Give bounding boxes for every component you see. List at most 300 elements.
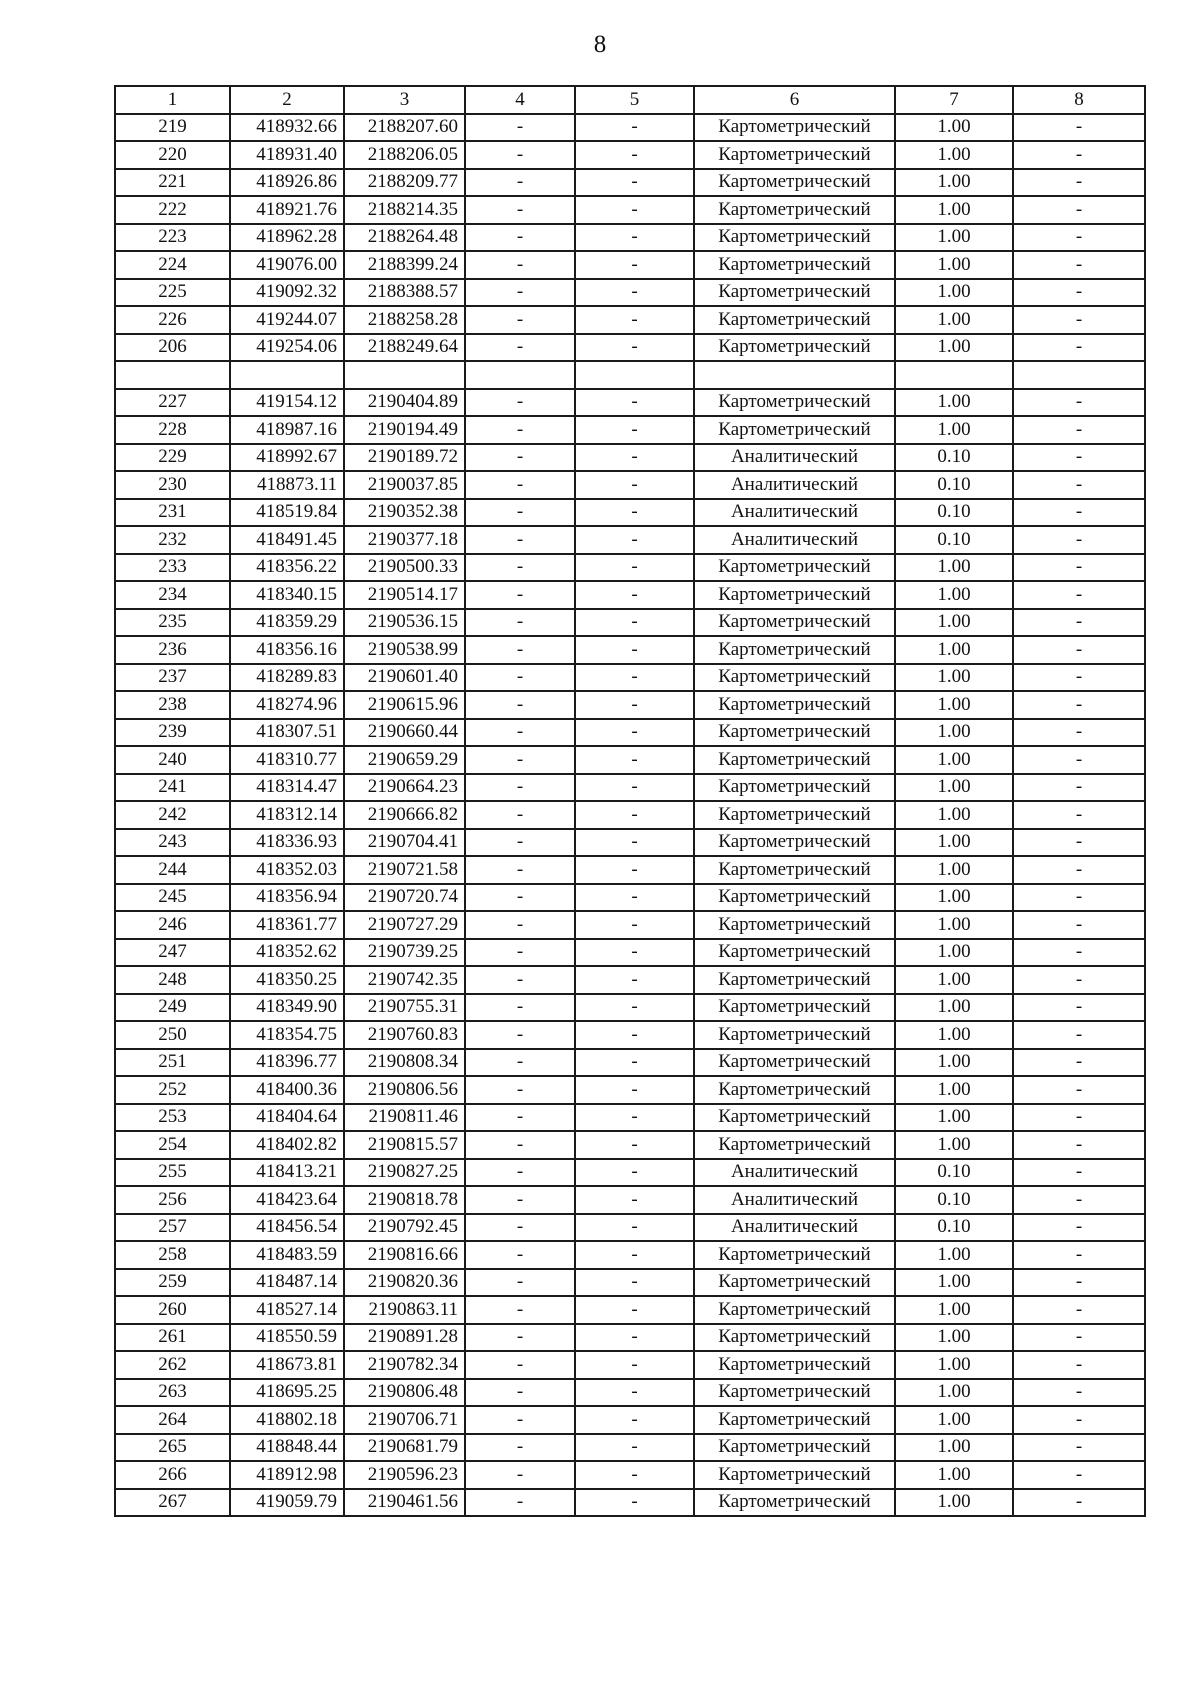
table-cell-col-1: 266 [115, 1461, 230, 1489]
table-cell-col-2: 418931.40 [230, 141, 344, 169]
table-cell-col-4: - [465, 306, 575, 334]
table-cell-col-8: - [1013, 334, 1145, 362]
table-cell-col-5: - [575, 1406, 694, 1434]
table-cell-col-7: 1.00 [895, 691, 1013, 719]
table-cell-col-6: Картометрический [694, 279, 895, 307]
table-row [115, 1351, 1145, 1379]
table-cell-col-4: - [465, 334, 575, 362]
table-cell-col-5: - [575, 1434, 694, 1462]
table-row [115, 554, 1145, 582]
table-cell-col-7: 1.00 [895, 306, 1013, 334]
table-cell-col-1: 246 [115, 911, 230, 939]
table-cell-col-4: - [465, 664, 575, 692]
table-cell-col-6: Картометрический [694, 1021, 895, 1049]
table-cell-col-2: 418802.18 [230, 1406, 344, 1434]
table-cell-col-1: 206 [115, 334, 230, 362]
table-cell-col-1: 253 [115, 1104, 230, 1132]
table-cell-col-3: 2190536.15 [344, 609, 465, 637]
table-cell-col-2: 418356.94 [230, 884, 344, 912]
table-cell-col-5: - [575, 1214, 694, 1242]
table-row [115, 1159, 1145, 1187]
table-cell-col-8: - [1013, 251, 1145, 279]
table-cell-col-1: 237 [115, 664, 230, 692]
table-cell-col-3: 2190811.46 [344, 1104, 465, 1132]
table-cell-col-8: - [1013, 1214, 1145, 1242]
table-row [115, 1131, 1145, 1159]
table-cell-col-1: 226 [115, 306, 230, 334]
table-cell-col-2: 418359.29 [230, 609, 344, 637]
table-cell-col-7: 1.00 [895, 334, 1013, 362]
table-cell-col-7: 0.10 [895, 1159, 1013, 1187]
table-cell-col-6: Картометрический [694, 1241, 895, 1269]
table-row [115, 581, 1145, 609]
table-cell-col-5: - [575, 224, 694, 252]
table-cell-col-6: Аналитический [694, 499, 895, 527]
table-cell-col-4: - [465, 609, 575, 637]
table-cell-col-5: - [575, 1186, 694, 1214]
table-cell-col-2: 418307.51 [230, 719, 344, 747]
table-row [115, 1434, 1145, 1462]
table-cell-col-6: Картометрический [694, 856, 895, 884]
table-cell-col-5: - [575, 499, 694, 527]
table-cell-col-4: - [465, 169, 575, 197]
table-cell-col-5: - [575, 1021, 694, 1049]
table-cell-col-7: 1.00 [895, 939, 1013, 967]
table-cell-col-4: - [465, 444, 575, 472]
table-row [115, 856, 1145, 884]
table-cell-col-3: 2190601.40 [344, 664, 465, 692]
table-row [115, 1049, 1145, 1077]
table-cell-col-2: 418312.14 [230, 801, 344, 829]
table-cell-col-2: 419059.79 [230, 1489, 344, 1517]
table-cell-col-6: Картометрический [694, 1104, 895, 1132]
table-cell-col-8: - [1013, 389, 1145, 417]
table-cell-col-6: Картометрический [694, 664, 895, 692]
table-cell-col-5 [575, 361, 694, 389]
table-cell-col-4: - [465, 1434, 575, 1462]
table-cell-col-3: 2188264.48 [344, 224, 465, 252]
table-cell-col-5: - [575, 1076, 694, 1104]
table-cell-col-7: 1.00 [895, 1351, 1013, 1379]
table-cell-col-2: 418992.67 [230, 444, 344, 472]
table-cell-col-2: 418349.90 [230, 994, 344, 1022]
table-cell-col-2: 419254.06 [230, 334, 344, 362]
table-cell-col-8: - [1013, 416, 1145, 444]
table-cell-col-3: 2188249.64 [344, 334, 465, 362]
table-cell-col-4: - [465, 1104, 575, 1132]
table-cell-col-7: 1.00 [895, 581, 1013, 609]
column-header-5: 5 [575, 86, 694, 114]
table-cell-col-7: 0.10 [895, 499, 1013, 527]
table-cell-col-8: - [1013, 581, 1145, 609]
table-cell-col-6: Картометрический [694, 1269, 895, 1297]
table-cell-col-7: 1.00 [895, 554, 1013, 582]
table-cell-col-1: 261 [115, 1324, 230, 1352]
table-cell-col-1: 229 [115, 444, 230, 472]
table-cell-col-1: 241 [115, 774, 230, 802]
table-cell-col-1 [115, 361, 230, 389]
table-row [115, 526, 1145, 554]
table-cell-col-2: 418361.77 [230, 911, 344, 939]
table-cell-col-5: - [575, 1379, 694, 1407]
table-cell-col-6: Картометрический [694, 1406, 895, 1434]
table-cell-col-3: 2190666.82 [344, 801, 465, 829]
table-row [115, 114, 1145, 142]
table-cell-col-7: 0.10 [895, 1214, 1013, 1242]
table-cell-col-5: - [575, 1461, 694, 1489]
table-cell-col-3: 2190037.85 [344, 471, 465, 499]
table-cell-col-8: - [1013, 691, 1145, 719]
table-cell-col-3: 2188214.35 [344, 196, 465, 224]
table-cell-col-6: Картометрический [694, 636, 895, 664]
table-cell-col-2: 418519.84 [230, 499, 344, 527]
table-cell-col-5: - [575, 334, 694, 362]
table-row [115, 1379, 1145, 1407]
table-cell-col-4: - [465, 994, 575, 1022]
table-cell-col-2: 418550.59 [230, 1324, 344, 1352]
table-cell-col-8: - [1013, 719, 1145, 747]
table-cell-col-6: Картометрический [694, 1461, 895, 1489]
table-cell-col-8: - [1013, 829, 1145, 857]
table-cell-col-3: 2190727.29 [344, 911, 465, 939]
table-cell-col-7: 1.00 [895, 224, 1013, 252]
table-cell-col-4: - [465, 1076, 575, 1104]
table-cell-col-2: 418396.77 [230, 1049, 344, 1077]
table-cell-col-2: 418926.86 [230, 169, 344, 197]
table-cell-col-4: - [465, 279, 575, 307]
table-cell-col-4: - [465, 581, 575, 609]
table-cell-col-8: - [1013, 1241, 1145, 1269]
table-cell-col-1: 250 [115, 1021, 230, 1049]
table-cell-col-6: Картометрический [694, 251, 895, 279]
table-cell-col-4: - [465, 856, 575, 884]
table-row [115, 691, 1145, 719]
column-header-8: 8 [1013, 86, 1145, 114]
table-cell-col-2: 418356.22 [230, 554, 344, 582]
table-cell-col-4: - [465, 719, 575, 747]
table-cell-col-3: 2188388.57 [344, 279, 465, 307]
table-row [115, 884, 1145, 912]
table-cell-col-6: Картометрический [694, 1489, 895, 1517]
table-cell-col-7: 1.00 [895, 389, 1013, 417]
column-header-4: 4 [465, 86, 575, 114]
table-cell-col-5: - [575, 1131, 694, 1159]
table-cell-col-4: - [465, 1214, 575, 1242]
table-cell-col-8: - [1013, 444, 1145, 472]
table-cell-col-3: 2188209.77 [344, 169, 465, 197]
table-cell-col-1: 264 [115, 1406, 230, 1434]
table-cell-col-8: - [1013, 939, 1145, 967]
table-cell-col-3: 2190739.25 [344, 939, 465, 967]
table-row [115, 1269, 1145, 1297]
table-cell-col-1: 233 [115, 554, 230, 582]
table-cell-col-7: 1.00 [895, 856, 1013, 884]
table-cell-col-5: - [575, 416, 694, 444]
table-cell-col-4: - [465, 526, 575, 554]
table-cell-col-1: 244 [115, 856, 230, 884]
separator-row [115, 361, 1145, 389]
table-cell-col-8: - [1013, 1379, 1145, 1407]
table-cell-col-4: - [465, 416, 575, 444]
table-cell-col-6: Аналитический [694, 471, 895, 499]
table-cell-col-4: - [465, 911, 575, 939]
table-cell-col-3: 2190782.34 [344, 1351, 465, 1379]
table-cell-col-7: 1.00 [895, 1104, 1013, 1132]
table-cell-col-7: 1.00 [895, 1434, 1013, 1462]
table-cell-col-4: - [465, 499, 575, 527]
table-cell-col-6: Картометрический [694, 334, 895, 362]
table-cell-col-5: - [575, 774, 694, 802]
table-cell-col-2: 418404.64 [230, 1104, 344, 1132]
table-cell-col-1: 220 [115, 141, 230, 169]
table-cell-col-3: 2190664.23 [344, 774, 465, 802]
table-cell-col-5: - [575, 554, 694, 582]
table-cell-col-2: 418987.16 [230, 416, 344, 444]
table-cell-col-5: - [575, 994, 694, 1022]
table-cell-col-6: Картометрический [694, 196, 895, 224]
table-cell-col-6: Картометрический [694, 1379, 895, 1407]
table-cell-col-6: Картометрический [694, 114, 895, 142]
table-cell-col-6: Картометрический [694, 746, 895, 774]
table-row [115, 389, 1145, 417]
table-cell-col-6: Картометрический [694, 1131, 895, 1159]
table-cell-col-8: - [1013, 746, 1145, 774]
table-cell-col-1: 219 [115, 114, 230, 142]
table-cell-col-5: - [575, 526, 694, 554]
table-cell-col-8: - [1013, 526, 1145, 554]
table-cell-col-6: Картометрический [694, 609, 895, 637]
table-row [115, 334, 1145, 362]
table-cell-col-5: - [575, 856, 694, 884]
table-cell-col-3: 2188258.28 [344, 306, 465, 334]
table-row [115, 416, 1145, 444]
table-cell-col-6: Картометрический [694, 911, 895, 939]
table-cell-col-2 [230, 361, 344, 389]
column-header-7: 7 [895, 86, 1013, 114]
table-row [115, 444, 1145, 472]
table-cell-col-1: 254 [115, 1131, 230, 1159]
table-cell-col-8: - [1013, 169, 1145, 197]
table-cell-col-5: - [575, 1489, 694, 1517]
table-cell-col-1: 235 [115, 609, 230, 637]
table-cell-col-6: Картометрический [694, 389, 895, 417]
table-cell-col-4: - [465, 1186, 575, 1214]
table-cell-col-5: - [575, 719, 694, 747]
table-cell-col-1: 231 [115, 499, 230, 527]
table-cell-col-6: Картометрический [694, 306, 895, 334]
table-cell-col-6: Картометрический [694, 1076, 895, 1104]
table-cell-col-6: Картометрический [694, 141, 895, 169]
table-cell-col-1: 232 [115, 526, 230, 554]
table-row [115, 1406, 1145, 1434]
table-cell-col-8: - [1013, 224, 1145, 252]
table-row [115, 609, 1145, 637]
table-cell-col-6: Картометрический [694, 829, 895, 857]
table-cell-col-3: 2190538.99 [344, 636, 465, 664]
table-body [115, 114, 1145, 1517]
table-cell-col-5: - [575, 251, 694, 279]
table-cell-col-5: - [575, 966, 694, 994]
table-cell-col-7: 1.00 [895, 1021, 1013, 1049]
table-cell-col-7: 1.00 [895, 1406, 1013, 1434]
table-cell-col-1: 260 [115, 1296, 230, 1324]
table-cell-col-3: 2190742.35 [344, 966, 465, 994]
table-cell-col-2: 418310.77 [230, 746, 344, 774]
table-cell-col-1: 243 [115, 829, 230, 857]
table-cell-col-8: - [1013, 1351, 1145, 1379]
table-cell-col-8: - [1013, 1131, 1145, 1159]
table-cell-col-1: 255 [115, 1159, 230, 1187]
table-cell-col-1: 223 [115, 224, 230, 252]
table-cell-col-3: 2190704.41 [344, 829, 465, 857]
table-cell-col-7: 0.10 [895, 471, 1013, 499]
table-cell-col-4: - [465, 224, 575, 252]
table-cell-col-6: Картометрический [694, 801, 895, 829]
table-cell-col-7: 1.00 [895, 1049, 1013, 1077]
table-cell-col-4: - [465, 141, 575, 169]
table-cell-col-3: 2190461.56 [344, 1489, 465, 1517]
table-cell-col-1: 247 [115, 939, 230, 967]
table-cell-col-8: - [1013, 471, 1145, 499]
table-cell-col-5: - [575, 829, 694, 857]
table-cell-col-7: 1.00 [895, 609, 1013, 637]
table-cell-col-5: - [575, 169, 694, 197]
table-cell-col-4: - [465, 1489, 575, 1517]
table-cell-col-7: 1.00 [895, 664, 1013, 692]
table-row [115, 774, 1145, 802]
table-cell-col-8: - [1013, 966, 1145, 994]
table-cell-col-5: - [575, 939, 694, 967]
table-cell-col-7: 1.00 [895, 884, 1013, 912]
table-row [115, 966, 1145, 994]
table-cell-col-8: - [1013, 1489, 1145, 1517]
table-cell-col-1: 225 [115, 279, 230, 307]
table-cell-col-2: 418340.15 [230, 581, 344, 609]
table-row [115, 1324, 1145, 1352]
table-cell-col-2: 418912.98 [230, 1461, 344, 1489]
table-cell-col-2: 418274.96 [230, 691, 344, 719]
table-cell-col-7: 1.00 [895, 911, 1013, 939]
table-cell-col-8: - [1013, 1461, 1145, 1489]
table-cell-col-6 [694, 361, 895, 389]
table-cell-col-2: 418289.83 [230, 664, 344, 692]
table-row [115, 1241, 1145, 1269]
table-cell-col-1: 263 [115, 1379, 230, 1407]
table-cell-col-3: 2190514.17 [344, 581, 465, 609]
table-cell-col-6: Картометрический [694, 169, 895, 197]
table-cell-col-5: - [575, 114, 694, 142]
table-cell-col-5: - [575, 691, 694, 719]
table-cell-col-6: Картометрический [694, 581, 895, 609]
table-cell-col-3: 2190891.28 [344, 1324, 465, 1352]
table-cell-col-6: Картометрический [694, 1434, 895, 1462]
table-cell-col-4: - [465, 939, 575, 967]
table-cell-col-1: 245 [115, 884, 230, 912]
table-cell-col-3: 2190596.23 [344, 1461, 465, 1489]
table-cell-col-7: 1.00 [895, 719, 1013, 747]
table-cell-col-1: 236 [115, 636, 230, 664]
table-cell-col-6: Картометрический [694, 1296, 895, 1324]
table-cell-col-8: - [1013, 636, 1145, 664]
table-cell-col-3: 2190352.38 [344, 499, 465, 527]
table-row [115, 499, 1145, 527]
table-cell-col-8: - [1013, 1434, 1145, 1462]
table-cell-col-1: 248 [115, 966, 230, 994]
table-cell-col-4: - [465, 554, 575, 582]
table-cell-col-3: 2190404.89 [344, 389, 465, 417]
table-cell-col-2: 418932.66 [230, 114, 344, 142]
table-cell-col-3: 2190806.48 [344, 1379, 465, 1407]
table-cell-col-4: - [465, 1241, 575, 1269]
table-cell-col-2: 418400.36 [230, 1076, 344, 1104]
table-cell-col-3: 2188399.24 [344, 251, 465, 279]
table-cell-col-8: - [1013, 609, 1145, 637]
table-cell-col-3: 2190755.31 [344, 994, 465, 1022]
table-cell-col-1: 240 [115, 746, 230, 774]
column-header-3: 3 [344, 86, 465, 114]
table-cell-col-5: - [575, 801, 694, 829]
column-header-2: 2 [230, 86, 344, 114]
table-cell-col-1: 221 [115, 169, 230, 197]
table-cell-col-2: 418921.76 [230, 196, 344, 224]
table-cell-col-1: 252 [115, 1076, 230, 1104]
table-cell-col-7: 0.10 [895, 526, 1013, 554]
table-cell-col-7: 1.00 [895, 994, 1013, 1022]
table-cell-col-6: Картометрический [694, 939, 895, 967]
table-cell-col-6: Картометрический [694, 719, 895, 747]
table-cell-col-8: - [1013, 1021, 1145, 1049]
header-row [115, 86, 1145, 114]
table-cell-col-5: - [575, 1241, 694, 1269]
table-cell-col-6: Картометрический [694, 224, 895, 252]
table-cell-col-4: - [465, 471, 575, 499]
table-cell-col-7: 1.00 [895, 1296, 1013, 1324]
table-cell-col-8: - [1013, 141, 1145, 169]
table-cell-col-1: 259 [115, 1269, 230, 1297]
table-cell-col-1: 242 [115, 801, 230, 829]
table-cell-col-4: - [465, 1296, 575, 1324]
table-cell-col-1: 228 [115, 416, 230, 444]
table-cell-col-8: - [1013, 911, 1145, 939]
table-cell-col-3: 2190377.18 [344, 526, 465, 554]
table-cell-col-3: 2190189.72 [344, 444, 465, 472]
table-cell-col-3: 2190806.56 [344, 1076, 465, 1104]
table-cell-col-2: 418402.82 [230, 1131, 344, 1159]
table-cell-col-4: - [465, 829, 575, 857]
table-cell-col-3: 2190820.36 [344, 1269, 465, 1297]
table-cell-col-4: - [465, 1351, 575, 1379]
table-row [115, 636, 1145, 664]
table-row [115, 939, 1145, 967]
table-cell-col-5: - [575, 1296, 694, 1324]
table-cell-col-7: 1.00 [895, 746, 1013, 774]
table-cell-col-5: - [575, 609, 694, 637]
table-cell-col-3: 2190194.49 [344, 416, 465, 444]
table-cell-col-7: 1.00 [895, 1241, 1013, 1269]
table-cell-col-8: - [1013, 114, 1145, 142]
table-cell-col-2: 418962.28 [230, 224, 344, 252]
table-cell-col-5: - [575, 1324, 694, 1352]
table-cell-col-2: 418356.16 [230, 636, 344, 664]
table-cell-col-1: 224 [115, 251, 230, 279]
table-cell-col-8: - [1013, 856, 1145, 884]
table-cell-col-4: - [465, 966, 575, 994]
table-cell-col-4: - [465, 801, 575, 829]
table-cell-col-8: - [1013, 664, 1145, 692]
table-cell-col-2: 418483.59 [230, 1241, 344, 1269]
table-cell-col-7: 1.00 [895, 279, 1013, 307]
table-cell-col-4: - [465, 636, 575, 664]
